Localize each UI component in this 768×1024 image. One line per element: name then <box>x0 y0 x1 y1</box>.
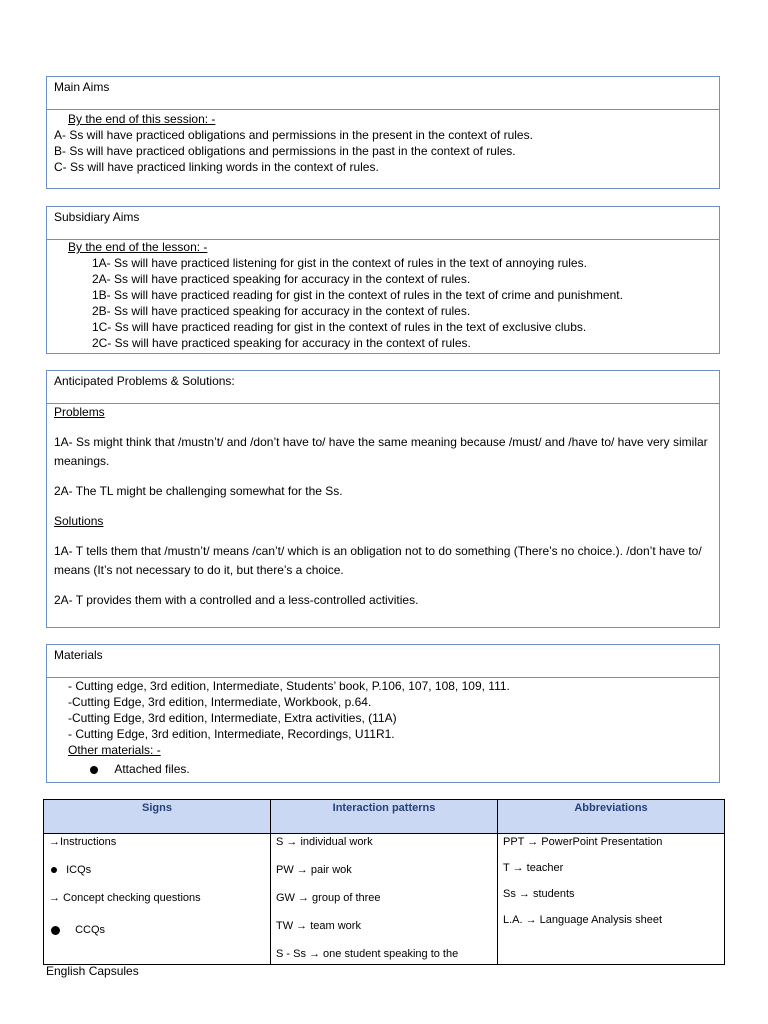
subsidiary-aim-item: 1C- Ss will have practiced reading for gist in the context of rules in the text of exclusive clubs. <box>92 320 587 334</box>
header-abbreviations: Abbreviations <box>498 800 725 834</box>
signs-cell <box>44 834 271 965</box>
footer-text: English Capsules <box>46 964 139 978</box>
subsidiary-aim-item: 2A- Ss will have practiced speaking for accuracy in the context of rules. <box>92 272 471 286</box>
main-aim-item: B- Ss will have practiced obligations and permissions in the past in the context of rules. <box>54 144 516 158</box>
header-signs: Signs <box>44 800 271 834</box>
other-material-text: Attached files. <box>114 762 190 776</box>
abbreviation-item: L.A. → Language Analysis sheet <box>503 914 662 926</box>
abbreviation-item: Ss → students <box>503 888 575 900</box>
bullet-icon <box>90 766 98 774</box>
interaction-item: PW → pair wok <box>276 864 352 876</box>
interaction-item: GW → group of three <box>276 892 381 904</box>
sign-item-text: CCQs <box>75 924 106 936</box>
bullet-icon <box>51 867 57 873</box>
abbreviations-cell <box>498 834 725 965</box>
problems-box <box>46 370 720 628</box>
main-aims-title: Main Aims <box>47 77 719 110</box>
problems-label: Problems <box>54 405 105 419</box>
solution-item: 1A- T tells them that /mustn’t/ means /can’t/ which is an obligation not to do something (There’s no choice.). /don’t have to/ means (It’s not necessary to do it, but there’s a choice. <box>54 544 702 577</box>
materials-title: Materials <box>47 645 719 678</box>
interaction-item: S → individual work <box>276 836 373 848</box>
materials-box <box>46 644 720 783</box>
main-aims-body <box>47 111 719 175</box>
abbreviation-item: T → teacher <box>503 862 564 874</box>
sign-item-ccqs <box>49 924 265 936</box>
signs-table <box>43 799 725 965</box>
main-aims-box <box>46 76 720 189</box>
material-item: - Cutting Edge, 3rd edition, Intermediate, Recordings, U11R1. <box>68 727 395 741</box>
material-item: - Cutting edge, 3rd edition, Intermediate, Students’ book, P.106, 107, 108, 109, 111. <box>68 679 510 693</box>
other-material-item <box>54 761 719 777</box>
subsidiary-aims-body <box>47 239 719 351</box>
sign-item-icqs <box>49 864 265 876</box>
problems-title: Anticipated Problems & Solutions: <box>47 371 719 404</box>
main-aim-item: A- Ss will have practiced obligations and permissions in the present in the context of rules. <box>54 128 533 142</box>
material-item: -Cutting Edge, 3rd edition, Intermediate, Workbook, p.64. <box>68 695 372 709</box>
header-interaction-patterns: Interaction patterns <box>271 800 498 834</box>
abbreviation-item: PPT → PowerPoint Presentation <box>503 836 663 848</box>
problem-item: 1A- Ss might think that /mustn’t/ and /don’t have to/ have the same meaning because /must/ and /have to/ have very similar meanings. <box>54 435 708 468</box>
main-aims-intro: By the end of this session: - <box>68 112 216 126</box>
sign-item: →Instructions <box>49 836 117 848</box>
problem-item: 2A- The TL might be challenging somewhat for the Ss. <box>54 484 343 498</box>
bullet-icon <box>51 926 60 935</box>
interaction-item: TW → team work <box>276 920 361 932</box>
subsidiary-aim-item: 1A- Ss will have practiced listening for gist in the context of rules in the text of annoying rules. <box>92 256 587 270</box>
material-item: -Cutting Edge, 3rd edition, Intermediate, Extra activities, (11A) <box>68 711 397 725</box>
solution-item: 2A- T provides them with a controlled and a less-controlled activities. <box>54 593 419 607</box>
subsidiary-aim-item: 2C- Ss will have practiced speaking for accuracy in the context of rules. <box>92 336 471 350</box>
table-header-row <box>44 800 725 834</box>
solutions-label: Solutions <box>54 514 104 528</box>
subsidiary-aims-intro: By the end of the lesson: - <box>68 240 208 254</box>
subsidiary-aims-box <box>46 206 720 354</box>
subsidiary-aim-item: 1B- Ss will have practiced reading for gist in the context of rules in the text of crime and punishment. <box>92 288 623 302</box>
interaction-item: S - Ss → one student speaking to the <box>276 948 459 960</box>
sign-item-text: ICQs <box>66 864 92 876</box>
interaction-cell <box>271 834 498 965</box>
materials-body <box>47 678 719 777</box>
problems-body <box>47 403 719 610</box>
sign-item: → Concept checking questions <box>49 892 201 904</box>
subsidiary-aims-title: Subsidiary Aims <box>47 207 719 240</box>
main-aim-item: C- Ss will have practiced linking words in the context of rules. <box>54 160 379 174</box>
other-materials-label: Other materials: - <box>68 743 161 757</box>
subsidiary-aim-item: 2B- Ss will have practiced speaking for accuracy in the context of rules. <box>92 304 471 318</box>
table-row <box>44 834 725 965</box>
